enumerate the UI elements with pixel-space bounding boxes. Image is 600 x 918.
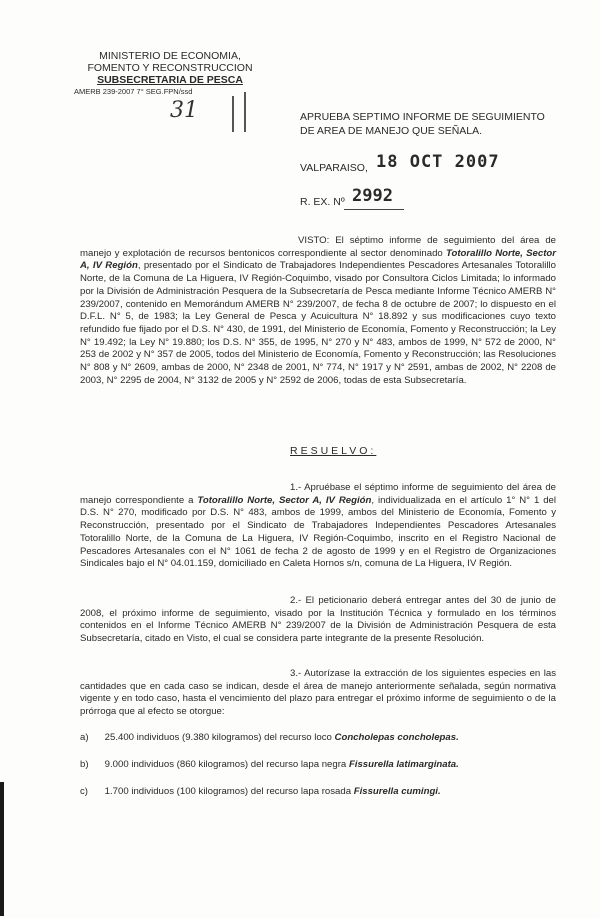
item-text: 25.400 individuos (9.380 kilogramos) del recurso loco <box>104 732 332 743</box>
title-line-2: DE AREA DE MANEJO QUE SEÑALA. <box>300 125 483 137</box>
resolution-label: R. EX. Nº <box>300 196 345 208</box>
p1-rest: , individualizada en el artículo 1° N° 1 del D.S. N° 270, modificado por D.S. N° 483, ambos de 1999, ambos del Ministerio de Economía, Fomento y Reconstrucción, presentado por el Sindicato de Trabajadores Independientes Pescadores Artesanales Totoralillo Norte, de la Comuna de La Higuera, IV Región-Coquimbo, inscrito en el Registro Nacional de Pescadores Artesanales con el N° 1061 de fecha 2 de agosto de 1999 y en el Registro de Organizaciones Sindicales bajo el N° 04.01.159, domiciliado en Caleta Hornos s/n, comuna de La Higuera, IV Región. <box>80 494 556 570</box>
scan-edge-mark <box>0 782 4 916</box>
resolution-underline <box>344 209 404 210</box>
item-species: Concholepas concholepas. <box>334 732 459 743</box>
resolution-item-2: 2.- El peticionario deberá entregar antes del 30 de junio de 2008, el próximo informe de seguimiento, visado por la Institución Técnica y formulado en los términos contenidos en el Informe Técnico AMERB N° 239/2007 de la División de Administración Pesquera de esta Subsecretaría, citado en Visto, el cual se considera parte integrante de la presente Resolución. <box>80 595 556 645</box>
item-species: Fissurella latimarginata. <box>348 759 459 770</box>
letterhead <box>60 50 280 98</box>
item-species: Fissurella cumingi. <box>353 786 441 797</box>
resuelvo-heading: RESUELVO: <box>290 445 377 457</box>
document-title <box>300 110 590 138</box>
stroke-mark <box>232 96 234 132</box>
item-text: 1.700 individuos (100 kilogramos) del recurso lapa rosada <box>104 786 352 797</box>
title-line-1: APRUEBA SEPTIMO INFORME DE SEGUIMIENTO <box>300 111 545 123</box>
resolution-number: 2992 <box>352 186 393 206</box>
stroke-mark-2 <box>244 92 246 132</box>
ministry-line-2: FOMENTO Y RECONSTRUCCION <box>87 62 253 74</box>
visto-lead: VISTO: El séptimo informe de seguimiento del área de manejo y explotación de recursos bentonicos correspondiente al sector denominado <box>80 235 556 259</box>
resolution-item-1 <box>80 482 556 571</box>
reference-code: AMERB 239-2007 7° SEG.FPN/ssd <box>74 87 193 96</box>
place: VALPARAISO, <box>300 162 368 174</box>
species-item-a <box>80 732 556 743</box>
item-label: a) <box>80 732 89 743</box>
item-label: b) <box>80 759 89 770</box>
p1-lead: 1.- Apruébase el séptimo informe de seguimiento del área de manejo correspondiente a <box>80 482 556 506</box>
visto-paragraph <box>80 235 556 387</box>
item-label: c) <box>80 786 88 797</box>
visto-rest: , presentado por el Sindicato de Trabajadores Independientes Pescadores Artesanales Totoralillo Norte, de la Comuna de La Higuera, IV Región-Coquimbo, visado por Consultora Ciclos Limitada; lo informado por la División de Administración Pesquera de la Subsecretaría de Pesca mediante Informe Técnico AMERB N° 239/2007, contenido en Memorándum AMERB N° 239/2007, de fecha 8 de octubre de 2007; lo dispuesto en el D.F.L. N° 5, de 1983; la Ley General de Pesca y Acuicultura N° 18.892 y sus modificaciones cuyo texto refundido fue fijado por el D.S. N° 430, de 1991, del Ministerio de Economía, Fomento y Reconstrucción; la Ley N° 19.492; la Ley N° 19.880; los D.S. N° 355, de 1995, N° 270 y N° 483, ambos de 1999, N° 572 de 2000, N° 253 de 2002 y N° 357 de 2005, todos del Ministerio de Economía, Fomento y Reconstrucción; las Resoluciones N° 808 y N° 2609, ambas de 2000, N° 2348 de 2001, N° 774, N° 1917 y N° 2591, ambas de 2002, N° 2208 de 2003, N° 2295 de 2004, N° 3132 de 2005 y N° 2592 de 2006, todas de esta Subsecretaría. <box>80 260 556 386</box>
date-stamp: 18 OCT 2007 <box>376 152 500 172</box>
p1-sector: Totoralillo Norte, Sector A, IV Región <box>197 494 372 506</box>
ministry-line: MINISTERIO DE ECONOMIA, <box>99 50 241 62</box>
subsecretaria-line: SUBSECRETARIA DE PESCA <box>97 74 243 86</box>
species-item-b <box>80 759 556 770</box>
visto-sector: Totoralillo Norte, Sector A, IV Región <box>80 247 556 272</box>
species-item-c <box>80 786 556 797</box>
item-text: 9.000 individuos (860 kilogramos) del recurso lapa negra <box>104 759 347 770</box>
resolution-item-3: 3.- Autorízase la extracción de los siguientes especies en las cantidades que en cada caso se indican, desde el área de manejo anteriormente señalada, según normativa vigente y en todo caso, hasta el vencimiento del plazo para entregar el próximo informe de seguimiento o de la prórroga que al efecto se otorgue: <box>80 668 556 718</box>
handwritten-mark: 31 <box>170 98 198 123</box>
